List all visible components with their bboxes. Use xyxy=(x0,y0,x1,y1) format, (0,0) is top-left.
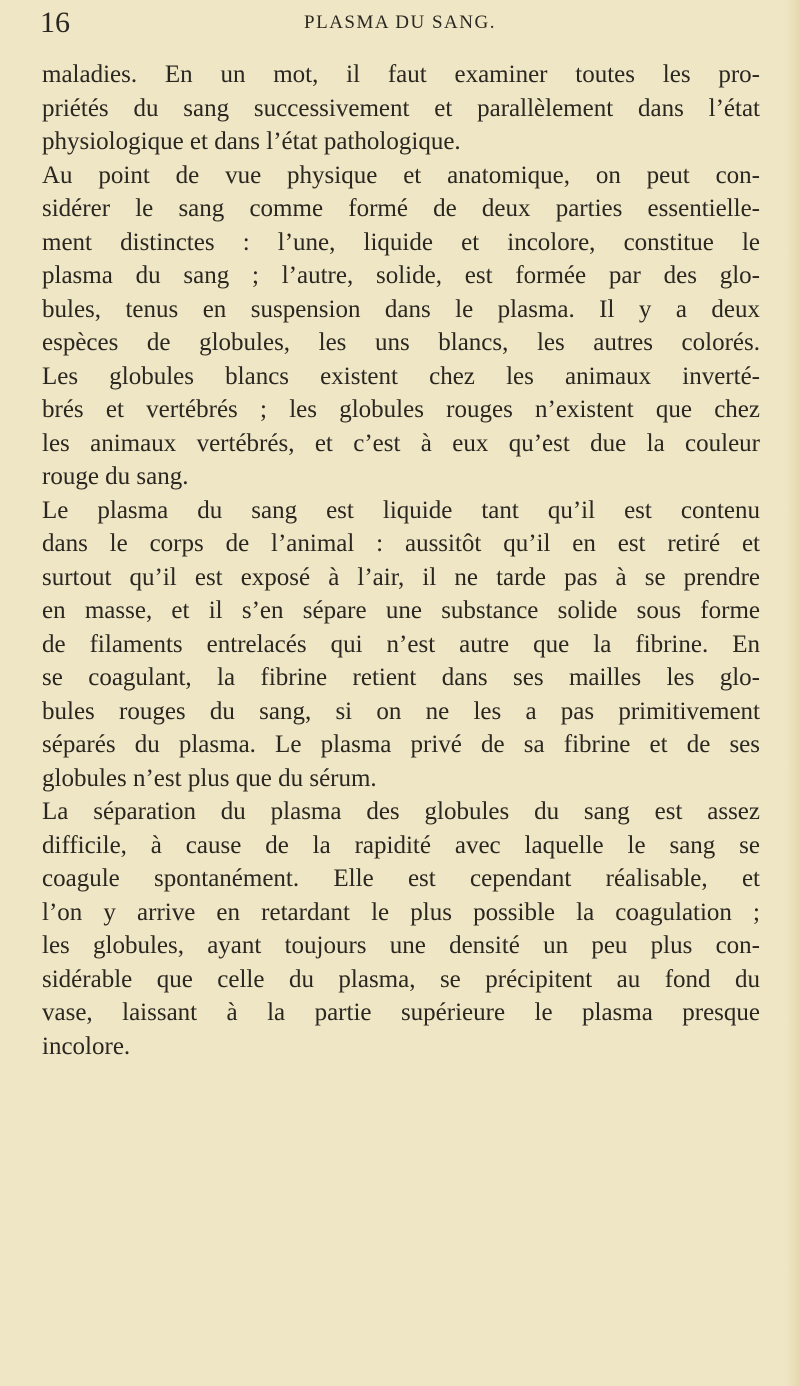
text-line: bules, tenus en suspension dans le plasma. Il y a deux xyxy=(42,295,760,323)
text-line: plasma du sang ; l’autre, solide, est formée par des glo- xyxy=(42,262,760,289)
text-line: brés et vertébrés ; les globules rouges n’existent que chez xyxy=(42,396,760,423)
text-line: en masse, et il s’en sépare une substance solide sous forme xyxy=(42,597,760,624)
text-line: de filaments entrelacés qui n’est autre que la fibrine. En xyxy=(42,630,760,658)
text-line: rouge du sang. xyxy=(42,463,189,490)
running-title: PLASMA DU SANG. xyxy=(304,12,496,33)
text-line: incolore. xyxy=(42,1032,131,1060)
text-line: globules n’est plus que du sérum. xyxy=(42,764,377,792)
text-line: l’on y arrive en retardant le plus possible la coagulation ; xyxy=(42,898,760,926)
text-line: bules rouges du sang, si on ne les a pas primitivement xyxy=(42,697,760,725)
text-line: Les globules blancs existent chez les animaux inverté- xyxy=(42,362,760,390)
text-line: espèces de globules, les uns blancs, les autres colorés. xyxy=(42,329,760,356)
text-line: ment distinctes : l’une, liquide et incolore, constitue le xyxy=(42,228,760,256)
text-line: physiologique et dans l’état pathologique. xyxy=(42,128,461,155)
text-line: priétés du sang successivement et parallèlement dans l’état xyxy=(42,94,760,122)
body-text xyxy=(42,58,760,1063)
text-line: La séparation du plasma des globules du sang est assez xyxy=(42,798,760,825)
text-line: surtout qu’il est exposé à l’air, il ne tarde pas à se prendre xyxy=(42,563,760,591)
text-line: dans le corps de l’animal : aussitôt qu’il en est retiré et xyxy=(42,530,760,557)
page-edge-shadow xyxy=(786,0,800,1386)
text-line: Au point de vue physique et anatomique, on peut con- xyxy=(42,161,760,189)
text-line: sidérer le sang comme formé de deux parties essentielle- xyxy=(42,195,760,222)
text-line: les animaux vertébrés, et c’est à eux qu’est due la couleur xyxy=(42,429,760,457)
text-line: Le plasma du sang est liquide tant qu’il est contenu xyxy=(42,496,760,524)
text-line: difficile, à cause de la rapidité avec laquelle le sang se xyxy=(42,831,760,859)
page-number: 16 xyxy=(40,6,70,39)
text-line: sidérable que celle du plasma, se précipitent au fond du xyxy=(42,965,760,993)
text-line: coagule spontanément. Elle est cependant réalisable, et xyxy=(42,865,760,892)
text-line: séparés du plasma. Le plasma privé de sa fibrine et de ses xyxy=(42,731,760,758)
text-line: vase, laissant à la partie supérieure le plasma presque xyxy=(42,999,760,1026)
text-line: maladies. En un mot, il faut examiner toutes les pro- xyxy=(42,61,760,88)
text-line: se coagulant, la fibrine retient dans ses mailles les glo- xyxy=(42,664,760,691)
text-line: les globules, ayant toujours une densité un peu plus con- xyxy=(42,932,760,959)
